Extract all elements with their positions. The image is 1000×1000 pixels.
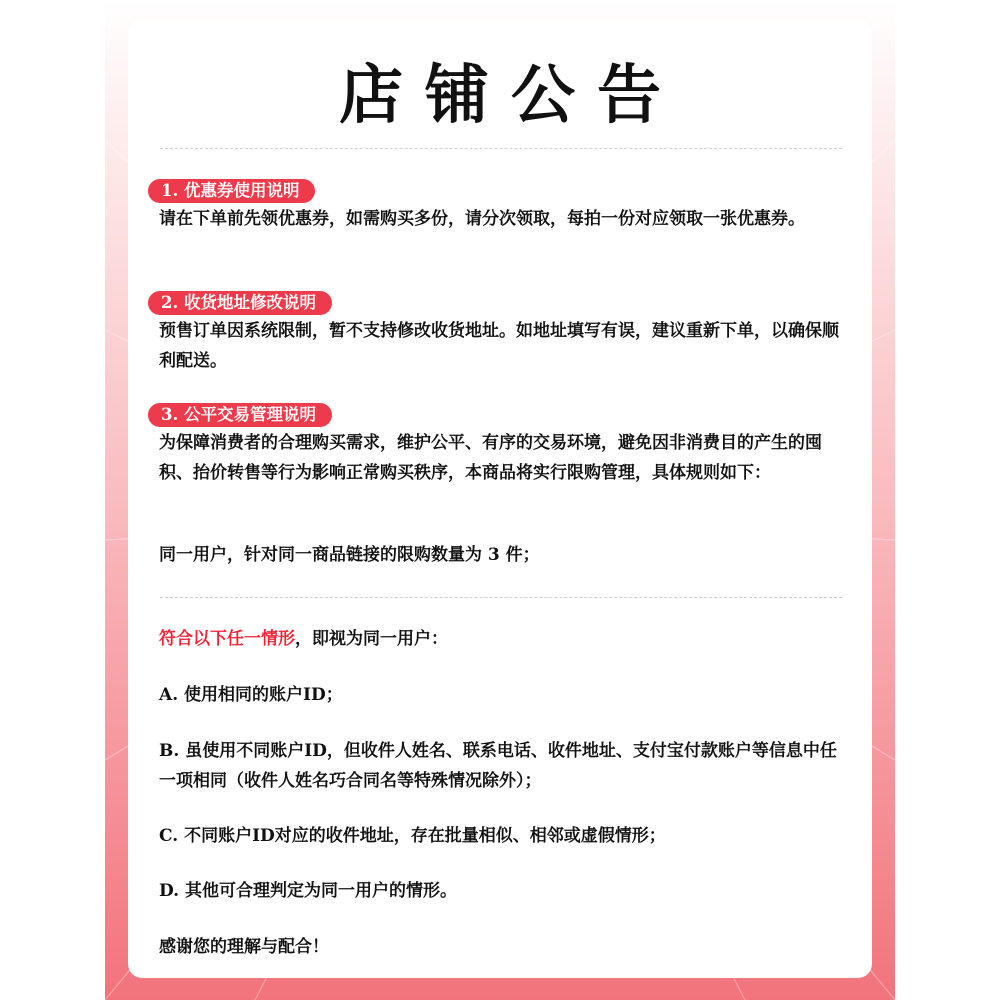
section-text-fair-trade: 为保障消费者的合理购买需求，维护公平、有序的交易环境，避免因非消费目的产生的囤积、抬价转售等行为影响正常购买秩序，本商品将实行限购管理，具体规则如下： (159, 433, 822, 483)
page-title: 店铺公告 (339, 58, 683, 133)
condition-item-b: B. 虽使用不同账户ID，但收件人姓名、联系电话、收件地址、支付宝付款账户等信息中任一项相同（收件人姓名巧合同名等特殊情况除外）； (159, 741, 837, 791)
condition-item-d: D. 其他可合理判定为同一用户的情形。 (159, 881, 457, 901)
conditions-highlight: 符合以下任一情形 (159, 629, 295, 649)
section-text-address: 预售订单因系统限制，暂不支持修改收货地址。如地址填写有误，建议重新下单，以确保顺利配送。 (159, 321, 839, 371)
condition-item-c: C. 不同账户ID对应的收件地址，存在批量相似、相邻或虚假情形； (159, 826, 666, 846)
closing-thanks: 感谢您的理解与配合！ (159, 937, 329, 957)
section-badge-coupon: 1. 优惠券使用说明 (148, 179, 315, 203)
purchase-limit-rule: 同一用户，针对同一商品链接的限购数量为 3 件； (159, 545, 540, 565)
condition-item-a: A. 使用相同的账户ID； (159, 685, 343, 705)
conditions-intro-rest: ，即视为同一用户： (295, 629, 448, 649)
divider (160, 597, 842, 598)
section-badge-address: 2. 收货地址修改说明 (148, 291, 332, 315)
announcement-card (128, 20, 872, 978)
section-badge-fair-trade: 3. 公平交易管理说明 (148, 403, 332, 427)
divider (160, 148, 842, 149)
conditions-intro (159, 624, 849, 654)
section-text-coupon: 请在下单前先领优惠券，如需购买多份，请分次领取，每拍一份对应领取一张优惠券。 (159, 209, 805, 229)
